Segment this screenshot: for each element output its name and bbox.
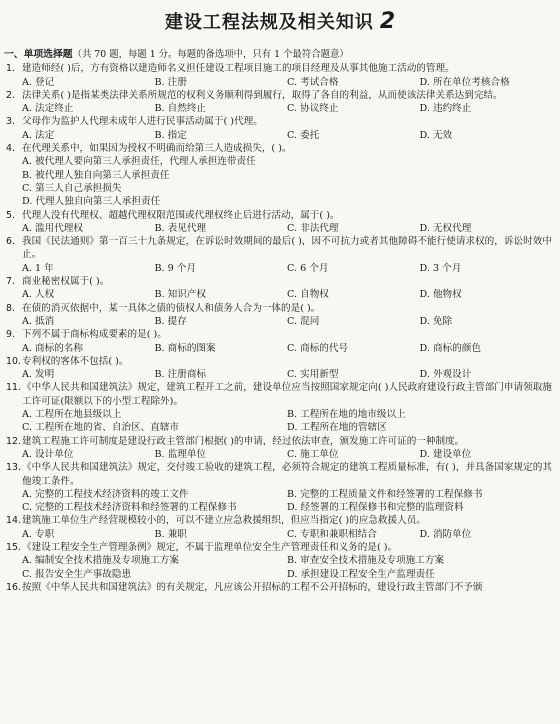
answer-option: B. 审查安全技术措施及专项施工方案 (287, 555, 445, 567)
answer-option: D. 工程所在地的管辖区 (287, 422, 387, 434)
answer-option: B. 监理单位 (154, 448, 207, 460)
section-note: （共 70 题，每题 1 分。每题的备选项中，只有 1 个最符合题意） (72, 49, 349, 60)
answer-option: C. 实用新型 (287, 369, 339, 381)
answer-option: B. 完整的工程质量文件和经签署的工程保修书 (287, 488, 483, 500)
question-text: 在债的消灭依据中，某一具体之债的债权人和债务人合为一体的是( )。 (22, 302, 321, 314)
question-number: 5. (6, 209, 15, 221)
title-number: 2 (379, 9, 396, 34)
answer-option: A. 编制安全技术措施及专项施工方案 (22, 555, 179, 567)
answer-option: B. 商标的图案 (154, 342, 216, 354)
question-item (6, 581, 552, 594)
question-text: 建筑施工单位生产经营规模较小的，可以不建立应急救援组织，但应当指定( )的应急救援人员。 (22, 515, 426, 527)
answer-option: C. 6 个月 (287, 262, 329, 274)
option-group (6, 554, 552, 581)
answer-option: C. 工程所在地的省、自治区、直辖市 (22, 422, 180, 434)
question-text: 下列不属于商标构成要素的是( )。 (22, 329, 167, 341)
option-group (6, 408, 552, 435)
question-number: 9. (6, 329, 15, 341)
option-group (6, 76, 552, 89)
answer-option: A. 登记 (22, 76, 55, 88)
question-number: 3. (6, 116, 15, 128)
answer-option: A. 发明 (22, 369, 55, 381)
question-stem (6, 461, 552, 488)
answer-option: C. 考试合格 (287, 76, 339, 88)
answer-option: B. 兼职 (154, 528, 187, 540)
answer-option: D. 外观设计 (419, 369, 472, 381)
answer-option: A. 设计单位 (22, 448, 74, 460)
question-item (6, 514, 552, 541)
answer-option: A. 完整的工程技术经济资料的竣工文件 (22, 488, 189, 500)
answer-option: D. 承担建设工程安全生产监理责任 (287, 568, 435, 580)
option-group (6, 288, 552, 301)
question-text: 《中华人民共和国建筑法》规定，建筑工程开工之前，建设单位应当按照国家规定向( )人民政府建设行政主管部门申请领取施工许可证(限额以下的小型工程除外)。 (22, 382, 552, 407)
question-item (6, 115, 552, 142)
question-stem (6, 381, 552, 408)
question-item (6, 209, 552, 236)
answer-option: D. 免除 (419, 315, 453, 327)
option-group (6, 155, 552, 208)
section-heading (4, 48, 560, 61)
question-number: 15. (6, 541, 21, 553)
question-item (6, 355, 552, 382)
option-group (6, 222, 552, 235)
answer-option: D. 3 个月 (419, 262, 462, 274)
question-text: 商业秘密权属于( )。 (22, 276, 110, 288)
question-stem (6, 581, 552, 594)
question-number: 7. (6, 276, 15, 288)
question-stem (6, 355, 552, 368)
question-text: 按照《中华人民共和国建筑法》的有关规定，凡应该公开招标的工程不公开招标的，建设行政主管部门不予颁 (22, 581, 483, 593)
answer-option: B. 自然终止 (154, 103, 207, 115)
option-group (6, 342, 552, 355)
question-number: 6. (6, 236, 15, 248)
question-number: 1. (6, 63, 15, 75)
question-item (6, 235, 552, 275)
answer-option: A. 人权 (22, 289, 55, 301)
answer-option: D. 代理人独自向第三人承担责任 (22, 196, 161, 208)
question-number: 4. (6, 143, 15, 155)
answer-option: D. 违约终止 (419, 103, 472, 115)
option-group (6, 315, 552, 328)
question-text: 专利权的客体不包括( )。 (22, 355, 129, 367)
answer-option: B. 注册商标 (154, 369, 207, 381)
question-number: 11. (6, 382, 21, 394)
answer-option: D. 经签署的工程保修书和完整的监理资料 (287, 502, 464, 514)
answer-option: C. 商标的代号 (287, 342, 349, 354)
answer-option: C. 施工单位 (287, 448, 339, 460)
question-stem (6, 275, 552, 288)
question-list (0, 62, 560, 594)
question-number: 2. (6, 89, 15, 101)
answer-option: D. 消防单位 (419, 528, 472, 540)
question-stem (6, 115, 552, 128)
question-number: 16. (6, 581, 21, 593)
question-text: 《中华人民共和国建筑法》规定，交付竣工验收的建筑工程，必须符合规定的建筑工程质量标准，有( )，并具备国家规定的其他竣工条件。 (22, 462, 552, 487)
option-group (6, 368, 552, 381)
answer-option: B. 注册 (154, 76, 187, 88)
answer-option: D. 商标的颜色 (419, 342, 481, 354)
answer-option: C. 报告安全生产事故隐患 (22, 568, 132, 580)
question-item (6, 381, 552, 434)
question-text: 建筑工程施工许可制度是建设行政主管部门根据( )的申请，经过依法审查，颁发施工许可证的一种制度。 (22, 435, 465, 447)
answer-option: C. 专职和兼职相结合 (287, 528, 377, 540)
question-text: 法律关系( )是指某类法律关系所规范的权利义务顺利得到履行，取得了各自的利益，从而使该法律关系达到完结。 (22, 89, 503, 101)
question-item (6, 142, 552, 208)
option-group (6, 488, 552, 515)
question-stem (6, 235, 552, 262)
question-stem (6, 209, 552, 222)
answer-option: C. 混同 (287, 315, 320, 327)
answer-option: B. 提存 (154, 315, 187, 327)
answer-option: B. 9 个月 (154, 262, 196, 274)
option-group (6, 262, 552, 275)
question-number: 13. (6, 462, 21, 474)
answer-option: A. 专职 (22, 528, 55, 540)
question-text: 代理人没有代理权、超越代理权限范围或代理权终止后进行活动，属于( )。 (22, 209, 340, 221)
question-stem (6, 142, 552, 155)
question-text: 《建设工程安全生产管理条例》规定，不属于监理单位安全生产管理责任和义务的是( )。 (22, 541, 398, 553)
page-title (0, 6, 560, 38)
question-number: 12. (6, 435, 21, 447)
option-group (6, 102, 552, 115)
question-stem (6, 514, 552, 527)
answer-option: A. 抵消 (22, 315, 55, 327)
question-number: 14. (6, 515, 21, 527)
question-item (6, 302, 552, 329)
question-text: 建造师经( )后，方有资格以建造师名义担任建设工程项目施工的项目经理及从事其他施工活动的管理。 (22, 63, 455, 75)
question-item (6, 328, 552, 355)
answer-option: A. 1 年 (22, 262, 54, 274)
answer-option: A. 商标的名称 (22, 342, 83, 354)
question-number: 8. (6, 302, 15, 314)
option-group (6, 448, 552, 461)
answer-option: A. 工程所在地县级以上 (22, 409, 122, 421)
answer-option: D. 他物权 (419, 289, 462, 301)
question-item (6, 275, 552, 302)
question-stem (6, 328, 552, 341)
answer-option: C. 自物权 (287, 289, 329, 301)
answer-option: B. 表见代理 (154, 222, 207, 234)
answer-option: B. 工程所在地的地市级以上 (287, 409, 406, 421)
question-number: 10. (6, 355, 21, 367)
question-stem (6, 302, 552, 315)
answer-option: D. 无效 (419, 129, 453, 141)
answer-option: A. 法定 (22, 129, 55, 141)
question-item (6, 541, 552, 581)
question-stem (6, 89, 552, 102)
answer-option: C. 第三人自己承担损失 (22, 182, 122, 194)
answer-option: C. 委托 (287, 129, 320, 141)
answer-option: C. 完整的工程技术经济资料和经签署的工程保修书 (22, 502, 237, 514)
answer-option: B. 被代理人独自向第三人承担责任 (22, 169, 170, 181)
answer-option: D. 所在单位考核合格 (419, 76, 510, 88)
answer-option: D. 无权代理 (419, 222, 472, 234)
answer-option: A. 滥用代理权 (22, 222, 83, 234)
question-item (6, 461, 552, 514)
question-stem (6, 62, 552, 75)
question-item (6, 62, 552, 89)
question-item (6, 89, 552, 116)
option-group (6, 129, 552, 142)
question-text: 父母作为监护人代理未成年人进行民事活动属于( )代理。 (22, 116, 263, 128)
question-text: 在代理关系中，如果因为授权不明确而给第三人造成损失，( )。 (22, 143, 292, 155)
question-text: 我国《民法通则》第一百三十九条规定，在诉讼时效期间的最后( )，因不可抗力或者其他障碍不能行使请求权的，诉讼时效中止。 (22, 236, 552, 261)
answer-option: B. 指定 (154, 129, 187, 141)
question-stem (6, 541, 552, 554)
title-text: 建设工程法规及相关知识 (164, 12, 374, 33)
answer-option: A. 法定终止 (22, 103, 74, 115)
answer-option: A. 被代理人要向第三人承担责任，代理人承担连带责任 (22, 156, 256, 168)
section-title: 一、单项选择题 (4, 49, 73, 60)
question-item (6, 435, 552, 462)
answer-option: D. 建设单位 (419, 448, 472, 460)
answer-option: B. 知识产权 (154, 289, 207, 301)
answer-option: C. 协议终止 (287, 103, 339, 115)
option-group (6, 528, 552, 541)
answer-option: C. 非法代理 (287, 222, 339, 234)
question-stem (6, 435, 552, 448)
